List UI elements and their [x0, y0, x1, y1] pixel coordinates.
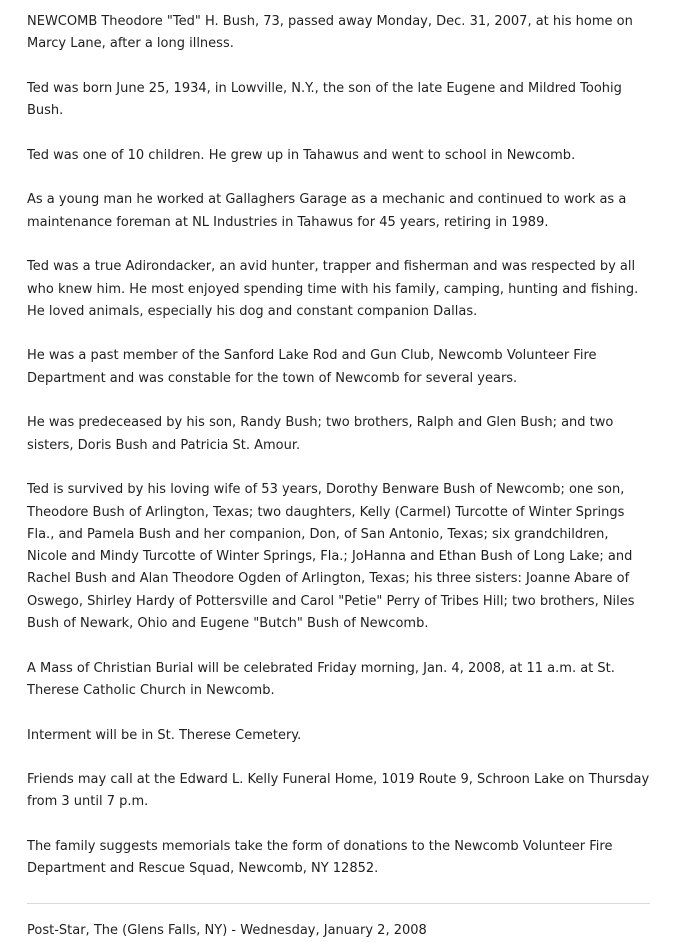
obituary-paragraph: Interment will be in St. Therese Cemetery.: [27, 727, 302, 743]
obituary-paragraph: As a young man he worked at Gallaghers Garage as a mechanic and continued to work as a maintenance foreman at NL Industries in Tahawus for 45 years, retiring in 1989.: [27, 192, 627, 230]
obituary-paragraph: Friends may call at the Edward L. Kelly Funeral Home, 1019 Route 9, Schroon Lake on Thursday from 3 until 7 p.m.: [27, 772, 650, 810]
obituary-paragraph: Ted was a true Adirondacker, an avid hunter, trapper and fisherman and was respected by all who knew him. He most enjoyed spending time with his family, camping, hunting and fishing. He loved animals, especially his dog and constant companion Dallas.: [27, 259, 639, 319]
obituary-paragraph: Ted was born June 25, 1934, in Lowville, N.Y., the son of the late Eugene and Mildred Toohig Bush.: [27, 80, 622, 119]
obituary-paragraph: He was predeceased by his son, Randy Bush; two brothers, Ralph and Glen Bush; and two sisters, Doris Bush and Patricia St. Amour.: [27, 415, 614, 453]
obituary-paragraph: The family suggests memorials take the form of donations to the Newcomb Volunteer Fire Department and Rescue Squad, Newcomb, NY 12852.: [27, 838, 613, 877]
divider: [27, 903, 650, 904]
source-citation: Post-Star, The (Glens Falls, NY) - Wednesday, January 2, 2008: [27, 922, 427, 938]
obituary-paragraph: NEWCOMB Theodore "Ted" H. Bush, 73, passed away Monday, Dec. 31, 2007, at his home on Marcy Lane, after a long illness.: [27, 14, 633, 52]
obituary-article: [27, 11, 652, 942]
obituary-paragraph: He was a past member of the Sanford Lake Rod and Gun Club, Newcomb Volunteer Fire Department and was constable for the town of Newcomb for several years.: [27, 348, 597, 386]
obituary-paragraph: Ted is survived by his loving wife of 53 years, Dorothy Benware Bush of Newcomb; one son, Theodore Bush of Arlington, Texas; two daughters, Kelly (Carmel) Turcotte of Winter Springs Fla., and Pamela Bush and her companion, Don, of San Antonio, Texas; six grandchildren, Nicole and Mindy Turcotte of Winter Springs, Fla.; JoHanna and Ethan Bush of Long Lake; and Rachel Bush and Alan Theodore Ogden of Arlington, Texas; his three sisters: Joanne Abare of Oswego, Shirley Hardy of Pottersville and Carol "Petie" Perry of Tribes Hill; two brothers, Niles Bush of Newark, Ohio and Eugene "Butch" Bush of Newcomb.: [27, 482, 635, 632]
obituary-paragraph: Ted was one of 10 children. He grew up in Tahawus and went to school in Newcomb.: [27, 147, 576, 163]
obituary-paragraph: A Mass of Christian Burial will be celebrated Friday morning, Jan. 4, 2008, at 11 a.m. at St. Therese Catholic Church in Newcomb.: [27, 660, 615, 698]
